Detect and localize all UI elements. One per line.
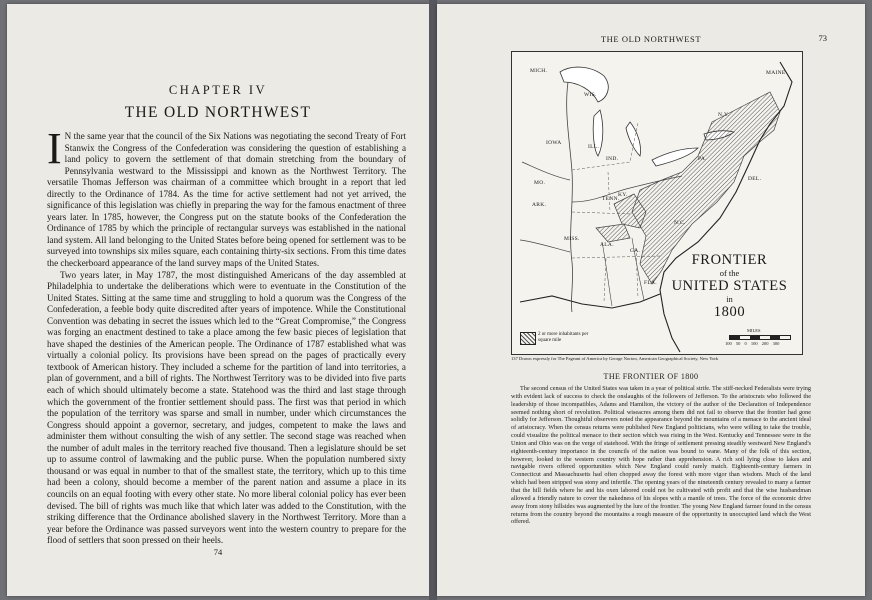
right-page-number: 73 [818,33,827,43]
map-title-frontier: FRONTIER [691,252,768,268]
map-label-pa: PA. [698,156,707,162]
figure-caption: 137 Drawn expressly for The Pageant of America by George Norton, American Geographical Society, New York [511,356,719,361]
chapter-title: THE OLD NORTHWEST [124,104,312,121]
right-body-text [511,385,811,526]
book-gutter [429,0,437,600]
running-head: THE OLD NORTHWEST [600,34,702,44]
map-label-ga: GA. [630,248,641,254]
map-label-ill: ILL. [588,144,600,150]
map-label-nc: N.C. [674,220,686,226]
scale-ticks: 100 50 0 100 200 300 [725,341,780,346]
map-label-maine: MAINE [766,70,786,76]
left-body-text [47,124,406,547]
paragraph-1 [47,124,406,270]
map-title [662,252,797,320]
right-paragraph: The second census of the United States was taken in a year of political strife. The stiff-necked Federalists were trying with evident lack of success to check the onslaughts of the followers of Jefferson. To the aristocrats who followed the leadership of those incompatibles, Adams and Hamilton, the victory of the author of the Declaration of Independence seemed nothing short of revolution. Political wiseacres among them did not fail to observe that the frontier had gone solidly for Jefferson. Thoughtful observers noted the appearance beyond the mountains of a menace to the ancient ideal of aristocracy. When the census returns were published New England politicians, who were willing to take the trouble, could visualize the political menace to their section which was rising in the West. Kentucky and Tennessee were in the Union and Ohio was on the verge of statehood. With the fringe of settlement pressing steadily westward New England's eighteenth-century importance in the councils of the nation was bound to wane. Many of the folk of this section, however, looked to the western country with hope rather than apprehension. A rich soil lying close to lakes and navigable rivers offered opportunities which New England could rarely match. Eighteenth-century farmers in Connecticut and Massachusetts had often chopped away the forest with more vigor than wisdom. Much of the land which had been stripped was stony and infertile. The opening years of the nineteenth century revealed to many a farmer that the hill fields where he and his oxen labored could not be cultivated with profit and that the wise husbandman allowed a friendly nature to cover the nakedness of his slopes with a mantle of trees. The force of the economic drive away from stony hillsides was augmented by the lure of the frontier. The young New England farmer found in the census returns from the country beyond the mountains a rough measure of the opportunity in unoccupied land which the West offered. [511,385,811,526]
map-label-ark: ARK. [532,202,547,208]
paragraph-2: Two years later, in May 1787, the most distinguished Americans of the day assembled at Philadelphia to undertake the deliberations which were to eventuate in the Constitution of the United States. Sitting at the same time and struggling to hold a quorum was the Congress of the Confederation, a feeble body quite discredited after years of impotence. While the Constitutional Convention was debating in secret the issues which led to the “Great Compromise,” the Congress was forging an enactment destined to take a place among the few basic pieces of legislation that have shaped the destinies of the American people. The Ordinance of 1787 established what was virtually a colonial policy. Its provisions have been spread on the pages of practically every textbook of American history. They included a scheme for the partition of land into territories, a plan of government, and a bill of rights. The Northwest Territory was to be divided into five parts each of which should ultimately become a state. Statehood was the third and last stage through which the government of the frontier settlement should pass. The first was that period in which the population of the territory was sparse and small in number, under which circumstances the Congress should appoint a governor, secretary, and judges, competent to make the laws and administer them without consulting the wish of any settler. The second stage was reached when the number of adult males in the territory reached five thousand. Then a legislature should be set up to assume control of lawmaking and the public purse. When the population numbered sixty thousand or was equal in number to that of the smallest state, the territory, which up to this time had been a colony, should become a member of the parent nation and assume a place in its councils on an equal footing with every other state. No more liberal colonial policy has ever been devised. The bill of rights was much like that which later was added to the Constitution, with the striking difference that the Ordinance abolished slavery in the Northwest Territory. More than a year before the Ordinance was passed surveyors went into the western country to prepare for the flood of settlers that soon pressed on their heels. [47,269,406,546]
left-page-number: 74 [213,547,223,557]
legend-text: 2 or more inhabitants per square mile [538,332,589,343]
settled-area-tennessee [596,224,630,242]
map-label-miss: MISS. [564,236,580,242]
missouri-river [522,162,570,180]
map-label-ky: KY. [618,192,628,198]
left-page [7,4,429,596]
map-label-mo: MO. [534,180,546,186]
gulf-coastline [520,294,660,308]
legend-swatch [520,332,536,345]
map-label-fla: FLA. [644,280,657,286]
map-label-wis: WIS. [584,92,597,98]
map-label-tenn: TENN. [602,196,620,202]
chapter-heading: CHAPTER IV [168,83,268,97]
scale-label: MILES [747,328,761,333]
paragraph-1-text: N the same year that the council of the Six Nations was negotiating the second Treaty of Fort Stanwix the Congress of the Confederation was considering the question of establishing a land policy to govern the settlement of that domain stretching from the boundary of Pennsylvania westward to the Mississippi and known as the Northwest Territory. The versatile Thomas Jefferson was chairman of a committee which brought in a report that led directly to the Ordinance of 1784. As the time for active settlement had not yet arrived, the significance of this legislation was chiefly in preparing the way for the famous enactment of three years later. In 1785, however, the Congress put on the statute books of the Confederation the Ordinance of 1785 by which the principle of rectangular surveys was established in the national land system. All land belonging to the United States before being opened for settlement was to be surveyed into townships six miles square, each containing thirty-six sections. From this time dates the checkerboard appearance of the land survey maps of the United States. [47,131,406,269]
frontier-map [511,51,803,355]
map-label-del: DEL. [748,176,762,182]
arkansas-river [520,240,570,252]
map-label-ny: N.Y. [718,112,730,118]
map-label-ind: IND. [606,156,619,162]
map-label-mich: MICH. [530,68,548,74]
map-title-in: in [726,294,733,304]
drop-cap: I [47,124,62,173]
figure-title: THE FRONTIER OF 1800 [603,372,699,381]
map-label-ala: ALA. [600,242,614,248]
map-title-year: 1800 [713,304,746,320]
map-title-of-the: of the [719,268,740,278]
map-title-united-states: UNITED STATES [671,278,788,294]
right-page [437,4,865,596]
mississippi-river [567,82,573,312]
tombigbee-river [602,242,612,306]
map-label-iowa: IOWA [546,140,562,146]
lake-huron [626,122,641,156]
scale-bar [729,335,791,340]
